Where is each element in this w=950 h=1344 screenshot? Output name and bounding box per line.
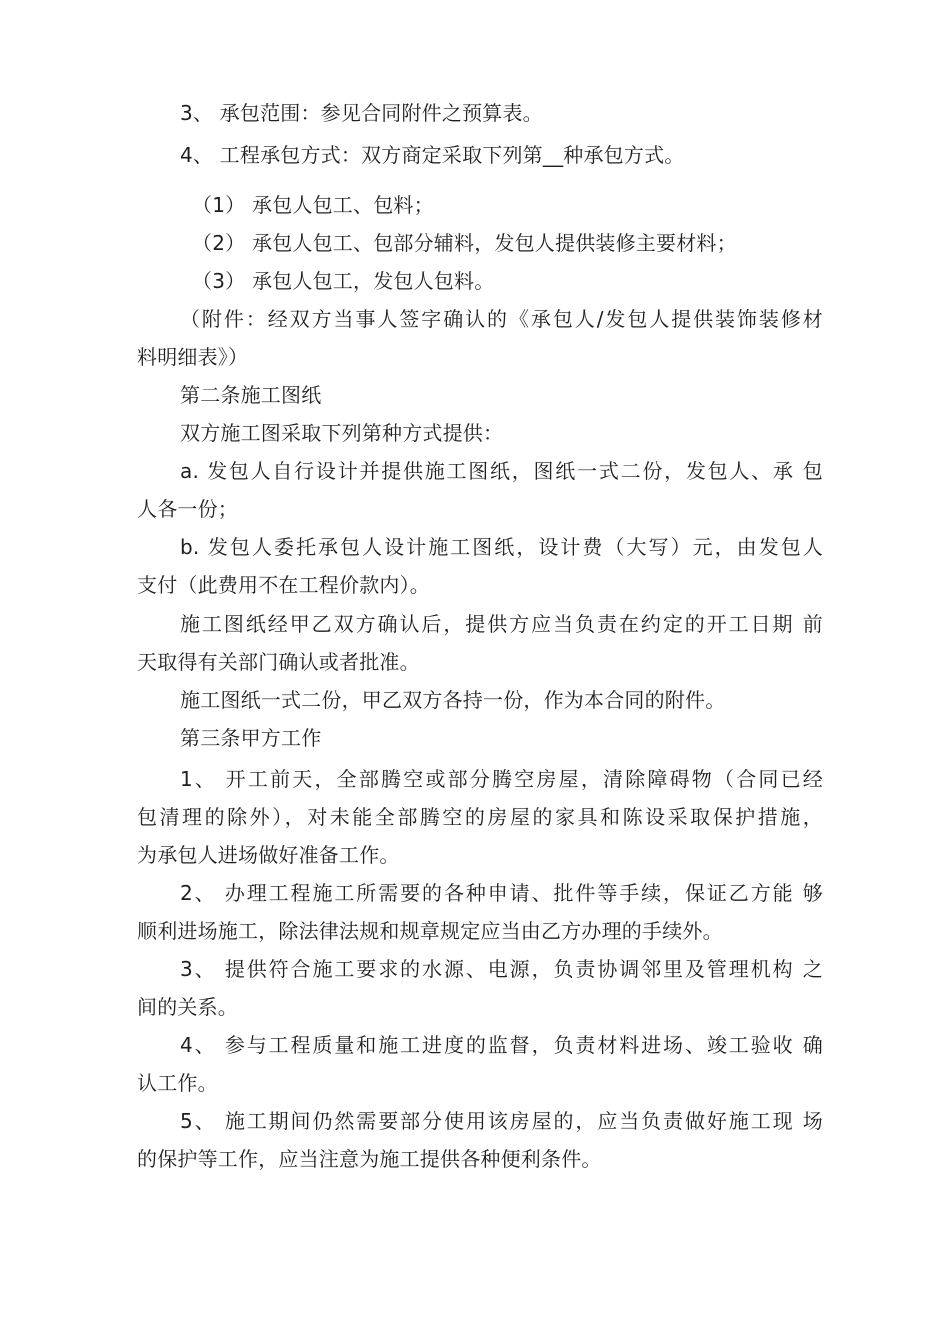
drawing-copies: 施工图纸一式二份，甲乙双方各持一份，作为本合同的附件。	[180, 688, 726, 712]
option-3-text: 承包人包工，发包人包料。	[252, 269, 495, 293]
party-a-item-1-cont: 包清理的除外），对未能全部腾空的房屋的家具和陈设采取保护措施，	[137, 805, 823, 829]
party-a-item-2: 2、 办理工程施工所需要的各种申请、批件等手续，保证乙方能 够	[180, 881, 823, 905]
attachment-note: （附件：经双方当事人签字确认的《承包人/发包人提供装饰装修材	[180, 307, 823, 331]
option-3-number: （3）	[192, 269, 246, 293]
drawing-method: 双方施工图采取下列第种方式提供：	[180, 421, 504, 445]
party-a-item-3-cont: 间的关系。	[137, 995, 238, 1019]
party-a-item-1-cont2: 为承包人进场做好准备工作。	[137, 843, 400, 867]
party-a-item-4-cont: 认工作。	[137, 1071, 218, 1095]
option-2-text: 承包人包工、包部分辅料，发包人提供装修主要材料；	[252, 231, 737, 255]
option-2-number: （2）	[192, 231, 246, 255]
party-a-item-5-cont: 的保护等工作，应当注意为施工提供各种便利条件。	[137, 1147, 602, 1171]
drawing-option-b: b. 发包人委托承包人设计施工图纸，设计费（大写）元，由发包人	[180, 535, 823, 559]
party-a-item-4: 4、 参与工程质量和施工进度的监督，负责材料进场、竣工验收 确	[180, 1033, 823, 1057]
option-2	[192, 229, 737, 257]
drawing-option-a-cont: 人各一份；	[137, 497, 238, 521]
party-a-item-2-cont: 顺利进场施工，除法律法规和规章规定应当由乙方办理的手续外。	[137, 919, 723, 943]
drawing-confirmation: 施工图纸经甲乙双方确认后，提供方应当负责在约定的开工日期 前	[180, 612, 823, 636]
option-1-text: 承包人包工、包料；	[252, 193, 434, 217]
party-a-item-3: 3、 提供符合施工要求的水源、电源，负责协调邻里及管理机构 之	[180, 957, 823, 981]
section-3-heading: 第三条甲方工作	[180, 726, 322, 750]
attachment-note-cont: 料明细表》）	[137, 345, 249, 369]
drawing-option-a: a. 发包人自行设计并提供施工图纸，图纸一式二份，发包人、承 包	[180, 459, 823, 483]
party-a-item-5: 5、 施工期间仍然需要部分使用该房屋的，应当负责做好施工现 场	[180, 1109, 823, 1133]
section-2-heading: 第二条施工图纸	[180, 383, 322, 407]
clause-4-method: 4、 工程承包方式：双方商定采取下列第__种承包方式。	[180, 143, 685, 167]
drawing-confirmation-cont: 天取得有关部门确认或者批准。	[137, 650, 420, 674]
option-3	[192, 267, 494, 295]
option-1-number: （1）	[192, 193, 246, 217]
option-1	[192, 191, 434, 219]
drawing-option-b-cont: 支付（此费用不在工程价款内）。	[137, 573, 430, 597]
party-a-item-1: 1、 开工前天，全部腾空或部分腾空房屋，清除障碍物（合同已经	[180, 767, 823, 791]
clause-3-scope: 3、 承包范围：参见合同附件之预算表。	[180, 101, 543, 125]
